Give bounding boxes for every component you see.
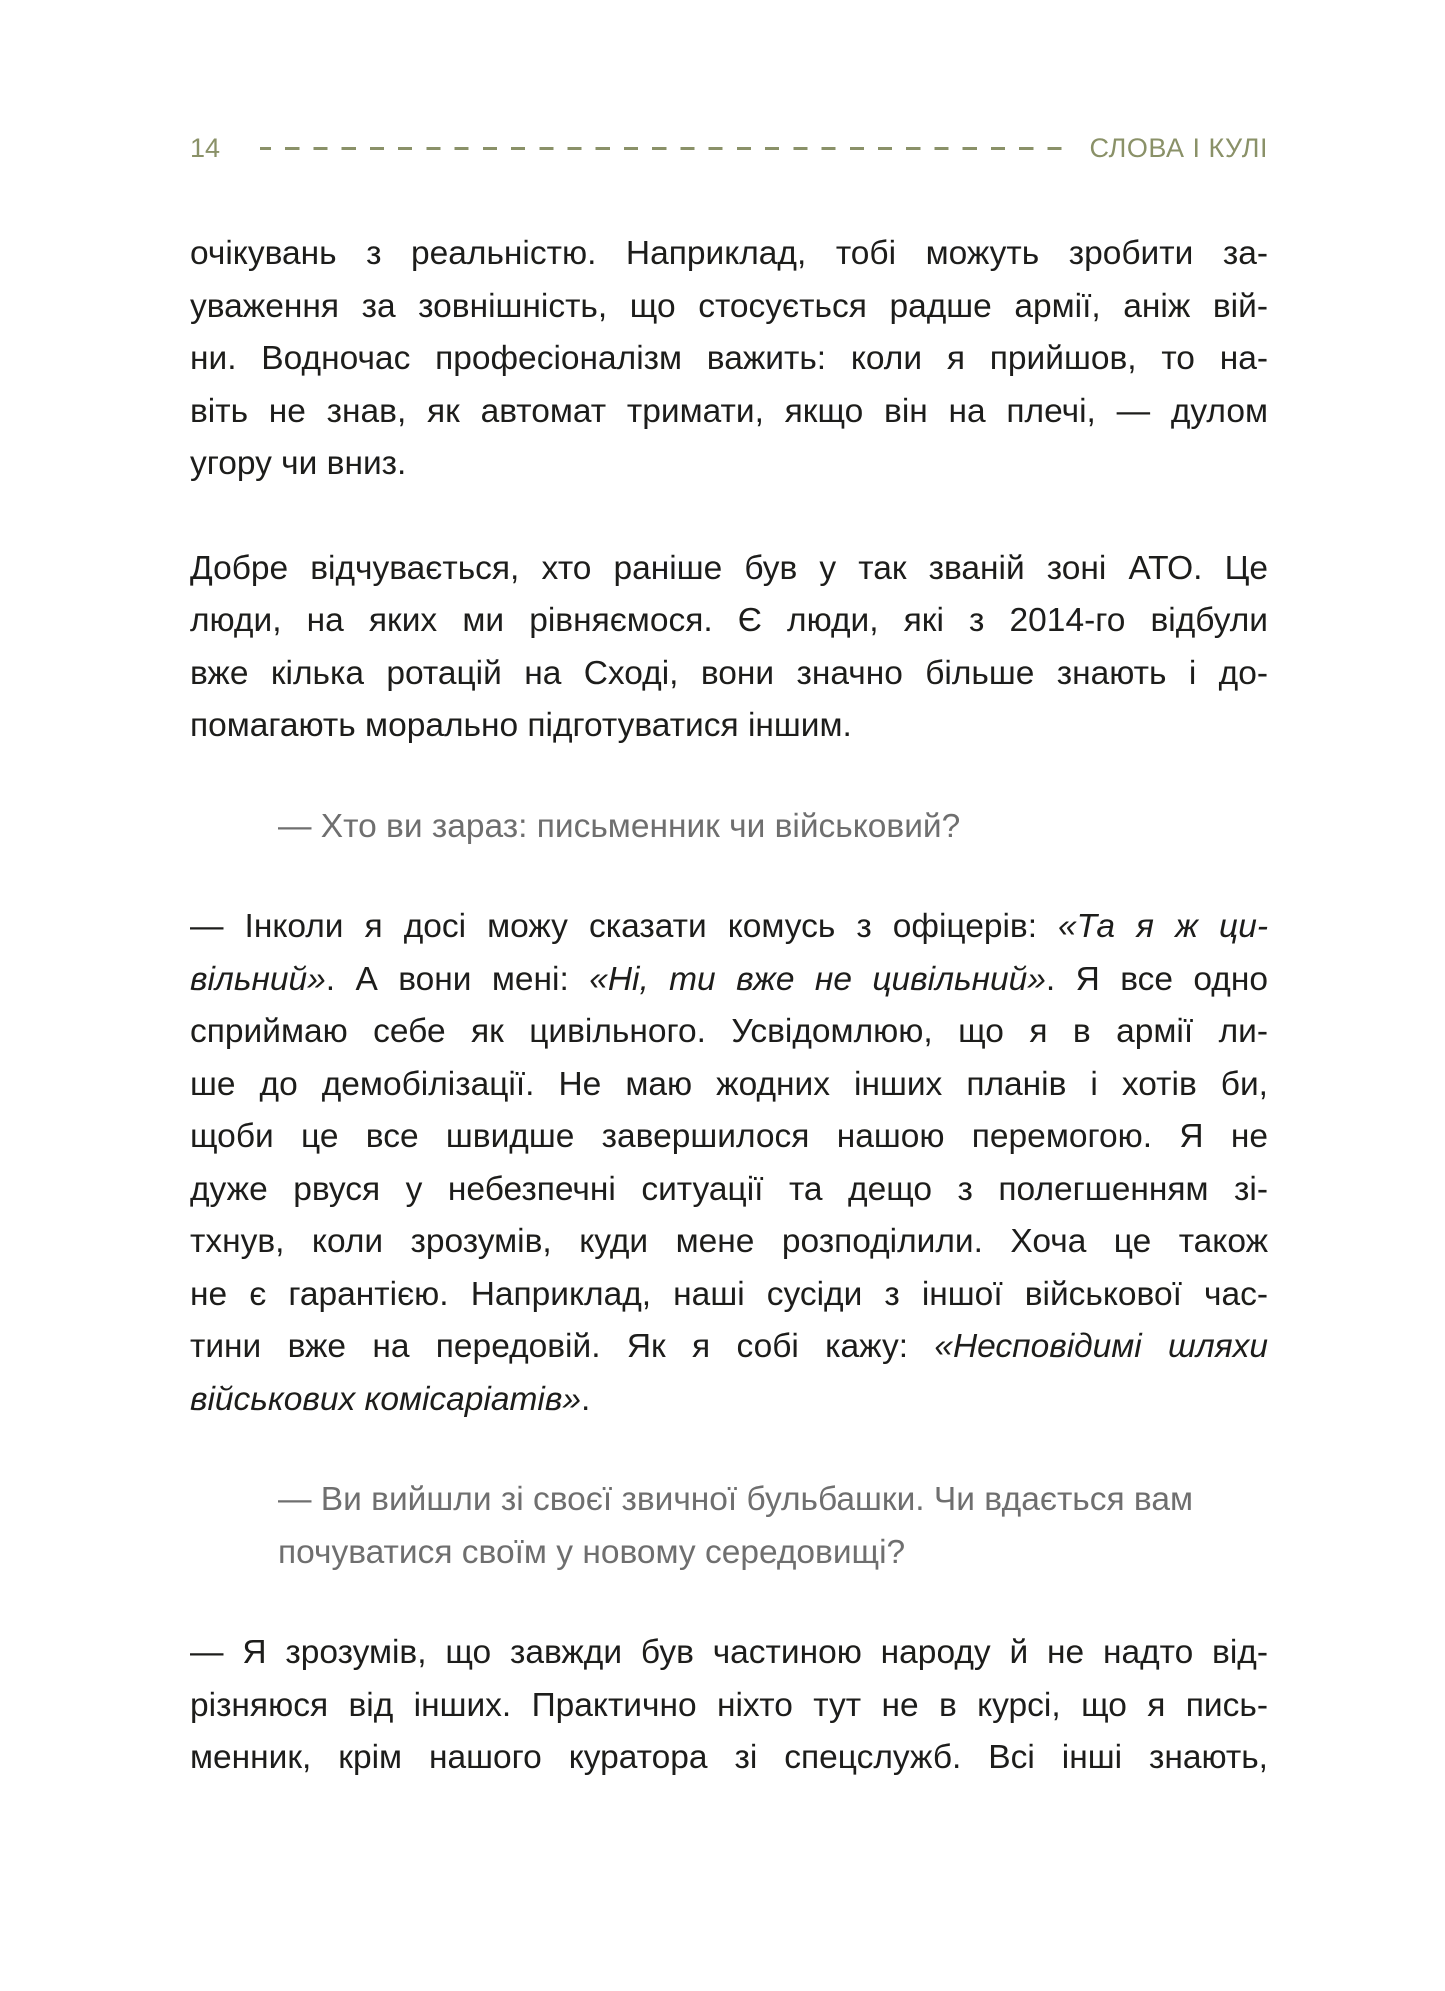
page-body: [190, 228, 1268, 1785]
paragraph-3-line: сприймаю себе як цивільного. Усвідомлюю, що я в армії ли-: [190, 1013, 1268, 1050]
italic-quote: військових комісаріатів»: [190, 1380, 581, 1418]
paragraph-1-line: уваження за зовнішність, що стосується радше армії, аніж вій-: [190, 287, 1268, 325]
paragraph-3-line: тхнув, коли зрозумів, куди мене розподілили. Хоча це також: [190, 1223, 1268, 1260]
paragraph-spacer: [190, 753, 1268, 801]
paragraph-4-line: — Я зрозумів, що завжди був частиною народу й не надто від-: [190, 1634, 1268, 1671]
paragraph-1-line: очікувань з реальністю. Наприклад, тобі можуть зробити за-: [190, 235, 1268, 272]
paragraph-3-line: щоби це все швидше завершилося нашою перемогою. Я не: [190, 1118, 1268, 1155]
text-run: — Інколи я досі можу сказати комусь з офіцерів:: [190, 908, 1059, 945]
paragraph-3-line: [190, 1374, 1268, 1427]
text-run: . Я все одно: [1045, 960, 1268, 998]
paragraph-4: [190, 1627, 1268, 1785]
italic-quote: «Ні, ти вже не цивільний»: [589, 960, 1046, 998]
paragraph-3: [190, 901, 1268, 1426]
paragraph-1: [190, 228, 1268, 491]
text-run: .: [580, 1380, 591, 1418]
paragraph-3-line: дуже рвуся у небезпечні ситуації та дещо з полегшенням зі-: [190, 1170, 1268, 1208]
paragraph-3-line: [190, 954, 1268, 1007]
interview-question-1: [190, 801, 1268, 854]
italic-quote: «Та я ж ци-: [1058, 908, 1268, 945]
question-line: — Ви вийшли зі своєї звичної бульбашки. Чи вдається вам: [278, 1481, 1194, 1518]
paragraph-2-line: вже кілька ротацій на Сході, вони значно більше знають і до-: [190, 654, 1268, 692]
paragraph-spacer: [190, 853, 1268, 901]
page-number: 14: [190, 132, 221, 163]
paragraph-3-line: [190, 901, 1268, 954]
question-line: почуватися своїм у новому середовищі?: [278, 1533, 906, 1571]
italic-quote: «Несповідимі шляхи: [934, 1328, 1268, 1365]
question-line: — Хто ви зараз: письменник чи військовий?: [278, 807, 961, 845]
paragraph-2-line: люди, на яких ми рівняємося. Є люди, які з 2014-го відбули: [190, 602, 1268, 639]
interview-question-2: [190, 1474, 1268, 1579]
paragraph-1-line: ни. Водночас професіоналізм важить: коли я прийшов, то на-: [190, 340, 1268, 377]
paragraph-3-line: не є гарантією. Наприклад, наші сусіди з іншої військової час-: [190, 1275, 1268, 1313]
paragraph-2-line: помагають морально підготуватися іншим.: [190, 707, 852, 744]
running-title: СЛОВА І КУЛІ: [1089, 132, 1268, 163]
paragraph-spacer: [190, 1426, 1268, 1474]
paragraph-spacer: [190, 491, 1268, 543]
italic-quote: вільний»: [190, 960, 326, 998]
text-run: . А вони мені:: [325, 960, 590, 998]
paragraph-1-line: віть не знав, як автомат тримати, якщо він на плечі, — дулом: [190, 392, 1268, 430]
text-run: тини вже на передовій. Як я собі кажу:: [190, 1328, 935, 1365]
paragraph-2-line: Добре відчувається, хто раніше був у так званій зоні АТО. Це: [190, 549, 1268, 587]
page-header: [190, 128, 1268, 168]
paragraph-4-line: менник, крім нашого куратора зі спецслужб. Всі інші знають,: [190, 1739, 1268, 1776]
header-dashed-rule: [260, 147, 1065, 150]
paragraph-2: [190, 543, 1268, 753]
paragraph-1-line: угору чи вниз.: [190, 445, 407, 482]
paragraph-3-line: ше до демобілізації. Не маю жодних інших планів і хотів би,: [190, 1065, 1268, 1103]
paragraph-spacer: [190, 1579, 1268, 1627]
paragraph-3-line: [190, 1321, 1268, 1374]
paragraph-4-line: різняюся від інших. Практично ніхто тут не в курсі, що я пись-: [190, 1686, 1268, 1724]
